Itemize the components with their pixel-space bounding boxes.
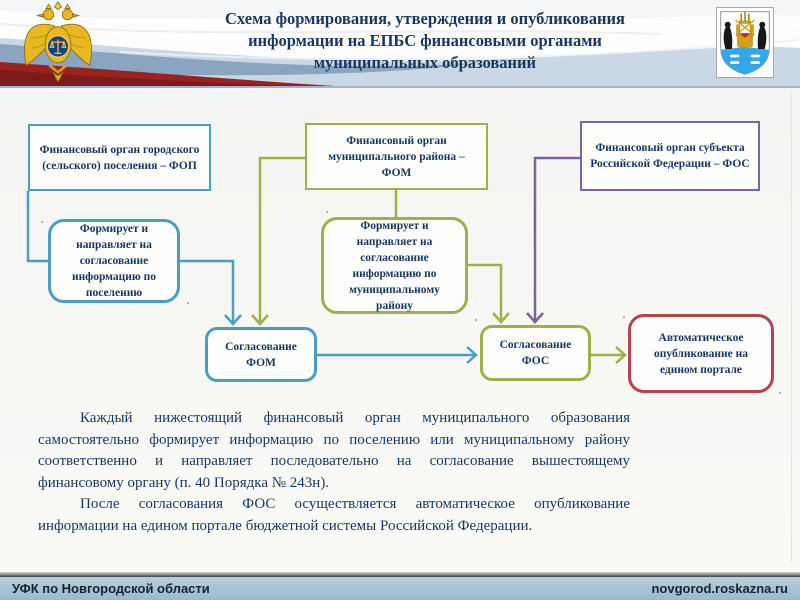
- box-forms-district-info: Формирует и направляет на согласование информацию по муниципальному району: [321, 217, 468, 314]
- description-paragraph-1: Каждый нижестоящий финансовый орган муниципального образования самостоятельно формирует информацию по поселению или муниципальному району соответственно и направляет последовательно на согласование вышестоящему финансовому органу (п. 40 Порядка № 243н).: [38, 410, 630, 491]
- box-financial-body-region: Финансовый орган субъекта Российской Федерации – ФОС: [580, 121, 760, 191]
- slide-title-line1: Схема формирования, утверждения и опубликования: [224, 9, 625, 28]
- box-approval-fom: Согласование ФОМ: [205, 327, 317, 382]
- connector-anchor-dot: [41, 221, 43, 223]
- header: [0, 0, 800, 88]
- footer: [0, 572, 800, 600]
- box-approval-fos: Согласование ФОС: [480, 325, 591, 381]
- novgorod-arms-icon: [717, 8, 773, 77]
- footer-website: novgorod.roskazna.ru: [651, 581, 788, 596]
- description-text: [38, 408, 630, 537]
- box-forms-settlement-info: Формирует и направляет на согласование информацию по поселению: [48, 219, 180, 303]
- novgorod-arms-panel: [716, 7, 774, 78]
- box-financial-body-district: Финансовый орган муниципального района – ФОМ: [305, 123, 488, 190]
- footer-bar: [0, 577, 800, 600]
- slide-right-edge: [791, 92, 792, 562]
- treasury-eagle-icon: [10, 0, 106, 86]
- box-financial-body-settlement: Финансовый орган городского (сельского) поселения – ФОП: [28, 124, 211, 191]
- footer-organization: УФК по Новгородской области: [12, 581, 210, 596]
- connector-anchor-dot: [475, 319, 477, 321]
- slide-title-line2: информации на ЕПБС финансовыми органами: [248, 31, 602, 50]
- connector-anchor-dot: [187, 302, 189, 304]
- description-paragraph-2: После согласования ФОС осуществляется автоматическое опубликование информации на едином портале бюджетной системы Российской Федерации.: [38, 496, 630, 534]
- box-auto-publish-portal: Автоматическое опубликование на едином портале: [628, 314, 774, 393]
- connector-anchor-dot: [326, 211, 328, 213]
- connector-anchor-dot: [779, 392, 781, 394]
- slide-title: [165, 8, 685, 74]
- slide-title-line3: муниципальных образований: [313, 53, 537, 72]
- connector-anchor-dot: [623, 316, 625, 318]
